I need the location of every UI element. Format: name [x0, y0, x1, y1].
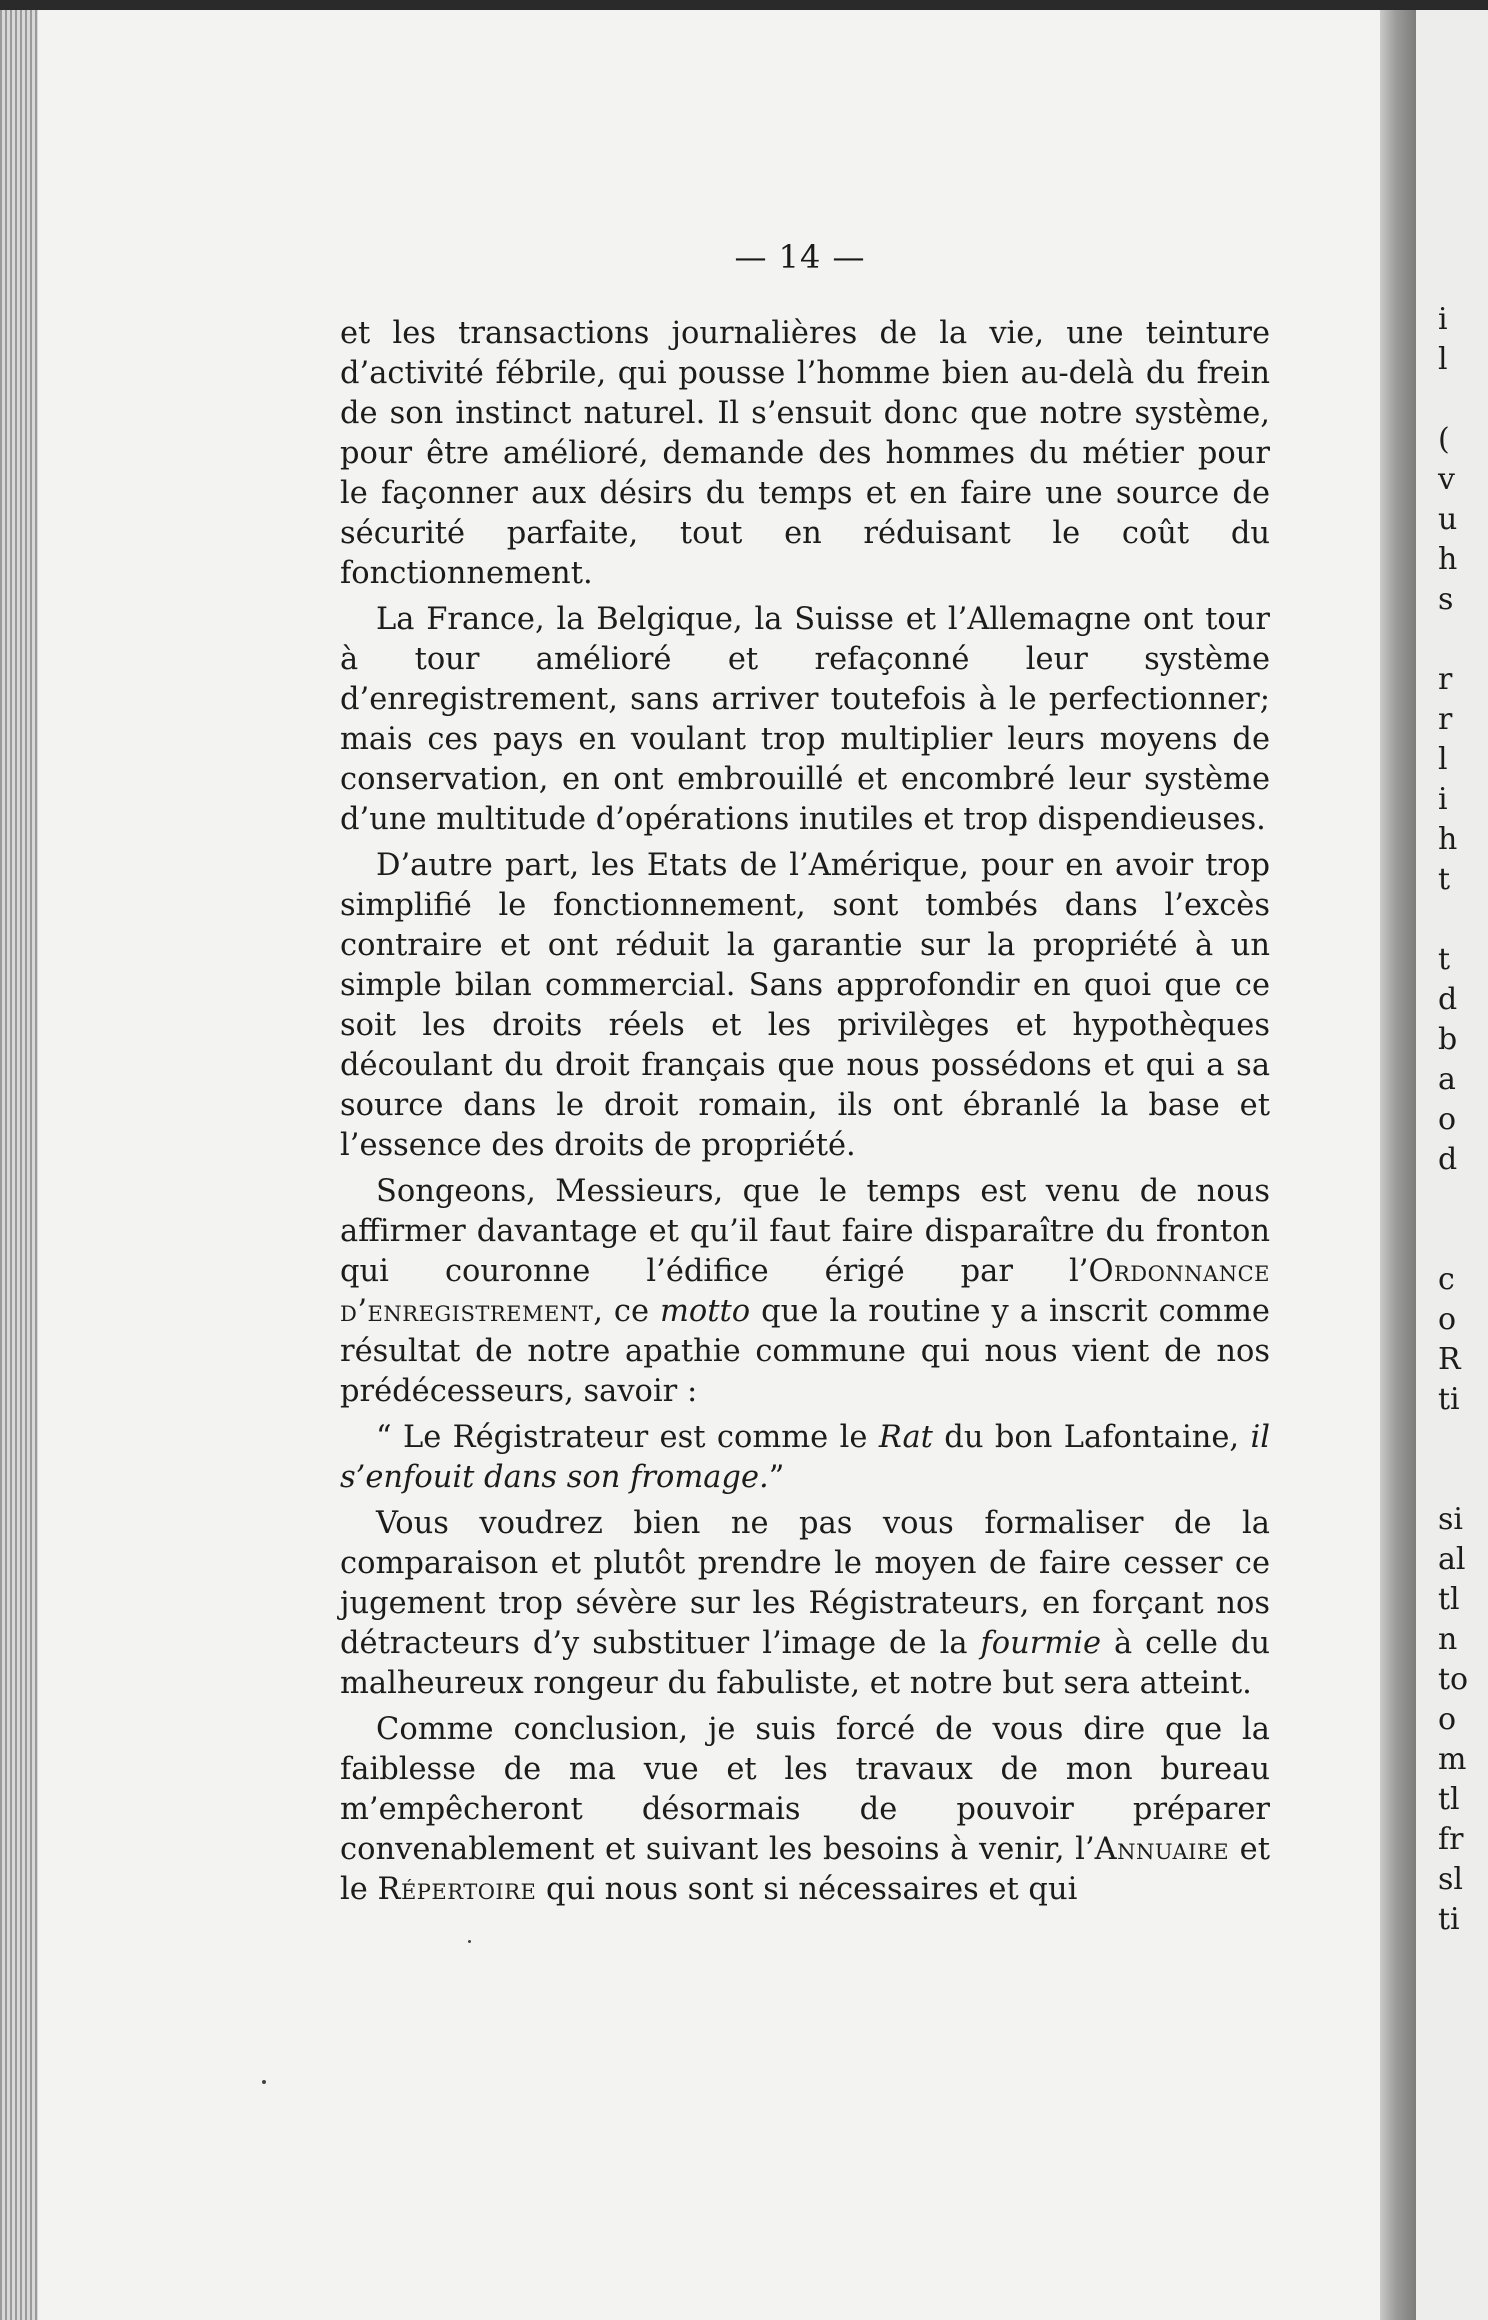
facing-page-fragment: s	[1438, 582, 1454, 617]
paragraph-2: La France, la Belgique, la Suisse et l’Allemagne ont tour à tour amélioré et refaçonné leur système d’enregistrement, sans arriver toutefois à le perfectionner; mais ces pays en voulant trop multiplier leurs moyens de conservation, en ont embrouillé et encombré leur système d’une multitude d’opérations inutiles et trop dispendieuses.	[340, 602, 1270, 837]
facing-page-fragment: (	[1438, 422, 1450, 457]
facing-page-fragment: o	[1438, 1102, 1457, 1137]
facing-page-fragment: b	[1438, 1022, 1458, 1057]
facing-page-fragment: h	[1438, 822, 1458, 857]
facing-page-fragment: o	[1438, 1302, 1457, 1337]
quote-text-a: “ Le Régistrateur est comme le	[376, 1420, 879, 1455]
paragraph-4	[340, 1172, 1270, 1412]
paragraph-3: D’autre part, les Etats de l’Amérique, pour en avoir trop simplifié le fonctionnement, sont tombés dans l’excès contraire et ont réduit la garantie sur la propriété à un simple bilan commercial. Sans approfondir en quoi que ce soit les droits réels et les privilèges et hypothèques découlant du droit français que nous possédons et qui a sa source dans le droit romain, ils ont ébranlé la base et l’essence des droits de propriété.	[340, 848, 1270, 1163]
facing-page-fragment: i	[1438, 782, 1448, 817]
repertoire-title: Répertoire	[377, 1872, 537, 1907]
quote-italic: il s’enfouit dans son fromage.	[340, 1420, 1270, 1495]
facing-page-fragment: d	[1438, 982, 1458, 1017]
facing-page-fragment	[1438, 380, 1488, 420]
paragraph-6-text-e: qui nous sont si nécessaires et qui	[536, 1872, 1078, 1907]
facing-page-fragment: r	[1438, 702, 1453, 737]
ordonnance-title: Ordonnance d’enregistrement	[340, 1254, 1270, 1329]
facing-page-fragment: t	[1438, 942, 1451, 977]
facing-page-fragment: l	[1438, 342, 1448, 377]
facing-page-fragment: c	[1438, 1262, 1455, 1297]
paragraph-4-text-c: , ce	[593, 1294, 660, 1329]
quote-close: ”	[768, 1460, 785, 1495]
paragraph-5-text-a: Vous voudrez bien ne pas vous formaliser de la comparaison et plutôt prendre le moyen de faire cesser ce jugement trop sévère sur les Régistrateurs, en forçant nos détracteurs d’y substituer l’image de la	[340, 1506, 1270, 1661]
paragraph-5	[340, 1504, 1270, 1704]
facing-page-fragment: h	[1438, 542, 1458, 577]
facing-page-fragment	[1438, 900, 1488, 940]
facing-page-fragment	[1438, 620, 1488, 660]
facing-page-fragment: ti	[1438, 1902, 1460, 1937]
quote-text-c: du bon Lafontaine,	[932, 1420, 1251, 1455]
fourmie-word: fourmie	[980, 1626, 1102, 1661]
facing-page-fragment: tl	[1438, 1582, 1460, 1617]
quotation	[340, 1418, 1270, 1498]
facing-page-fragment: ti	[1438, 1382, 1460, 1417]
paragraph-1: et les transactions journalières de la vie, une teinture d’activité fébrile, qui pousse l’homme bien au-delà du frein de son instinct naturel. Il s’ensuit donc que notre système, pour être amélioré, demande des hommes du métier pour le façonner aux désirs du temps et en faire une source de sécurité parfaite, tout en réduisant le coût du fonctionnement.	[340, 316, 1270, 591]
top-edge	[0, 0, 1488, 10]
facing-page-fragment: r	[1438, 662, 1453, 697]
rat-word: Rat	[878, 1420, 933, 1455]
paragraph-4-text-a: Songeons, Messieurs, que le temps est venu de nous affirmer davantage et qu’il faut faire disparaître du fronton qui couronne l’édifice érigé par l’	[340, 1174, 1270, 1289]
facing-page-fragment: t	[1438, 862, 1451, 897]
scan-speck	[262, 2080, 266, 2084]
facing-page-fragment: v	[1438, 462, 1455, 497]
facing-page-fragment	[1438, 1460, 1488, 1500]
facing-page-fragment: l	[1438, 742, 1448, 777]
annuaire-title: Annuaire	[1094, 1832, 1230, 1867]
paragraph-4-text-e: que la routine y a inscrit comme résultat de notre apathie commune qui nous vient de nos prédécesseurs, savoir :	[340, 1294, 1270, 1409]
facing-page-fragment: m	[1438, 1742, 1467, 1777]
facing-page-fragment: tl	[1438, 1782, 1460, 1817]
facing-page-fragment: sl	[1438, 1862, 1463, 1897]
facing-page-fragment: o	[1438, 1702, 1457, 1737]
scan-speck	[468, 1940, 471, 1943]
page-edges	[0, 10, 38, 2320]
facing-page-fragment	[1438, 1220, 1488, 1260]
facing-page-fragment: u	[1438, 502, 1458, 537]
paragraph-5-text-c: à celle du malheureux rongeur du fabuliste, et notre but sera atteint.	[340, 1626, 1270, 1701]
facing-page-text	[1438, 300, 1488, 1940]
facing-page-fragment: fr	[1438, 1822, 1464, 1857]
paragraph-6-text-a: Comme conclusion, je suis forcé de vous dire que la faiblesse de ma vue et les travaux de mon bureau m’empêcheront désormais de pouvoir préparer convenablement et suivant les besoins à venir, l’	[340, 1712, 1270, 1867]
facing-page-fragment: si	[1438, 1502, 1463, 1537]
facing-page-fragment: R	[1438, 1342, 1461, 1377]
paragraph-6-text-c: et le	[340, 1832, 1270, 1907]
facing-page-fragment: al	[1438, 1542, 1466, 1577]
facing-page-fragment: a	[1438, 1062, 1456, 1097]
facing-page-fragment: to	[1438, 1662, 1469, 1697]
facing-page-fragment	[1438, 1420, 1488, 1460]
facing-page-fragment: n	[1438, 1622, 1458, 1657]
paragraph-6	[340, 1710, 1270, 1910]
facing-page-fragment: i	[1438, 302, 1448, 337]
facing-page-fragment	[1438, 1180, 1488, 1220]
facing-page-fragment: d	[1438, 1142, 1458, 1177]
body-text	[340, 314, 1270, 1916]
gutter-shadow	[1380, 10, 1416, 2320]
motto-word: motto	[660, 1294, 751, 1329]
page-number: — 14 —	[734, 238, 866, 276]
